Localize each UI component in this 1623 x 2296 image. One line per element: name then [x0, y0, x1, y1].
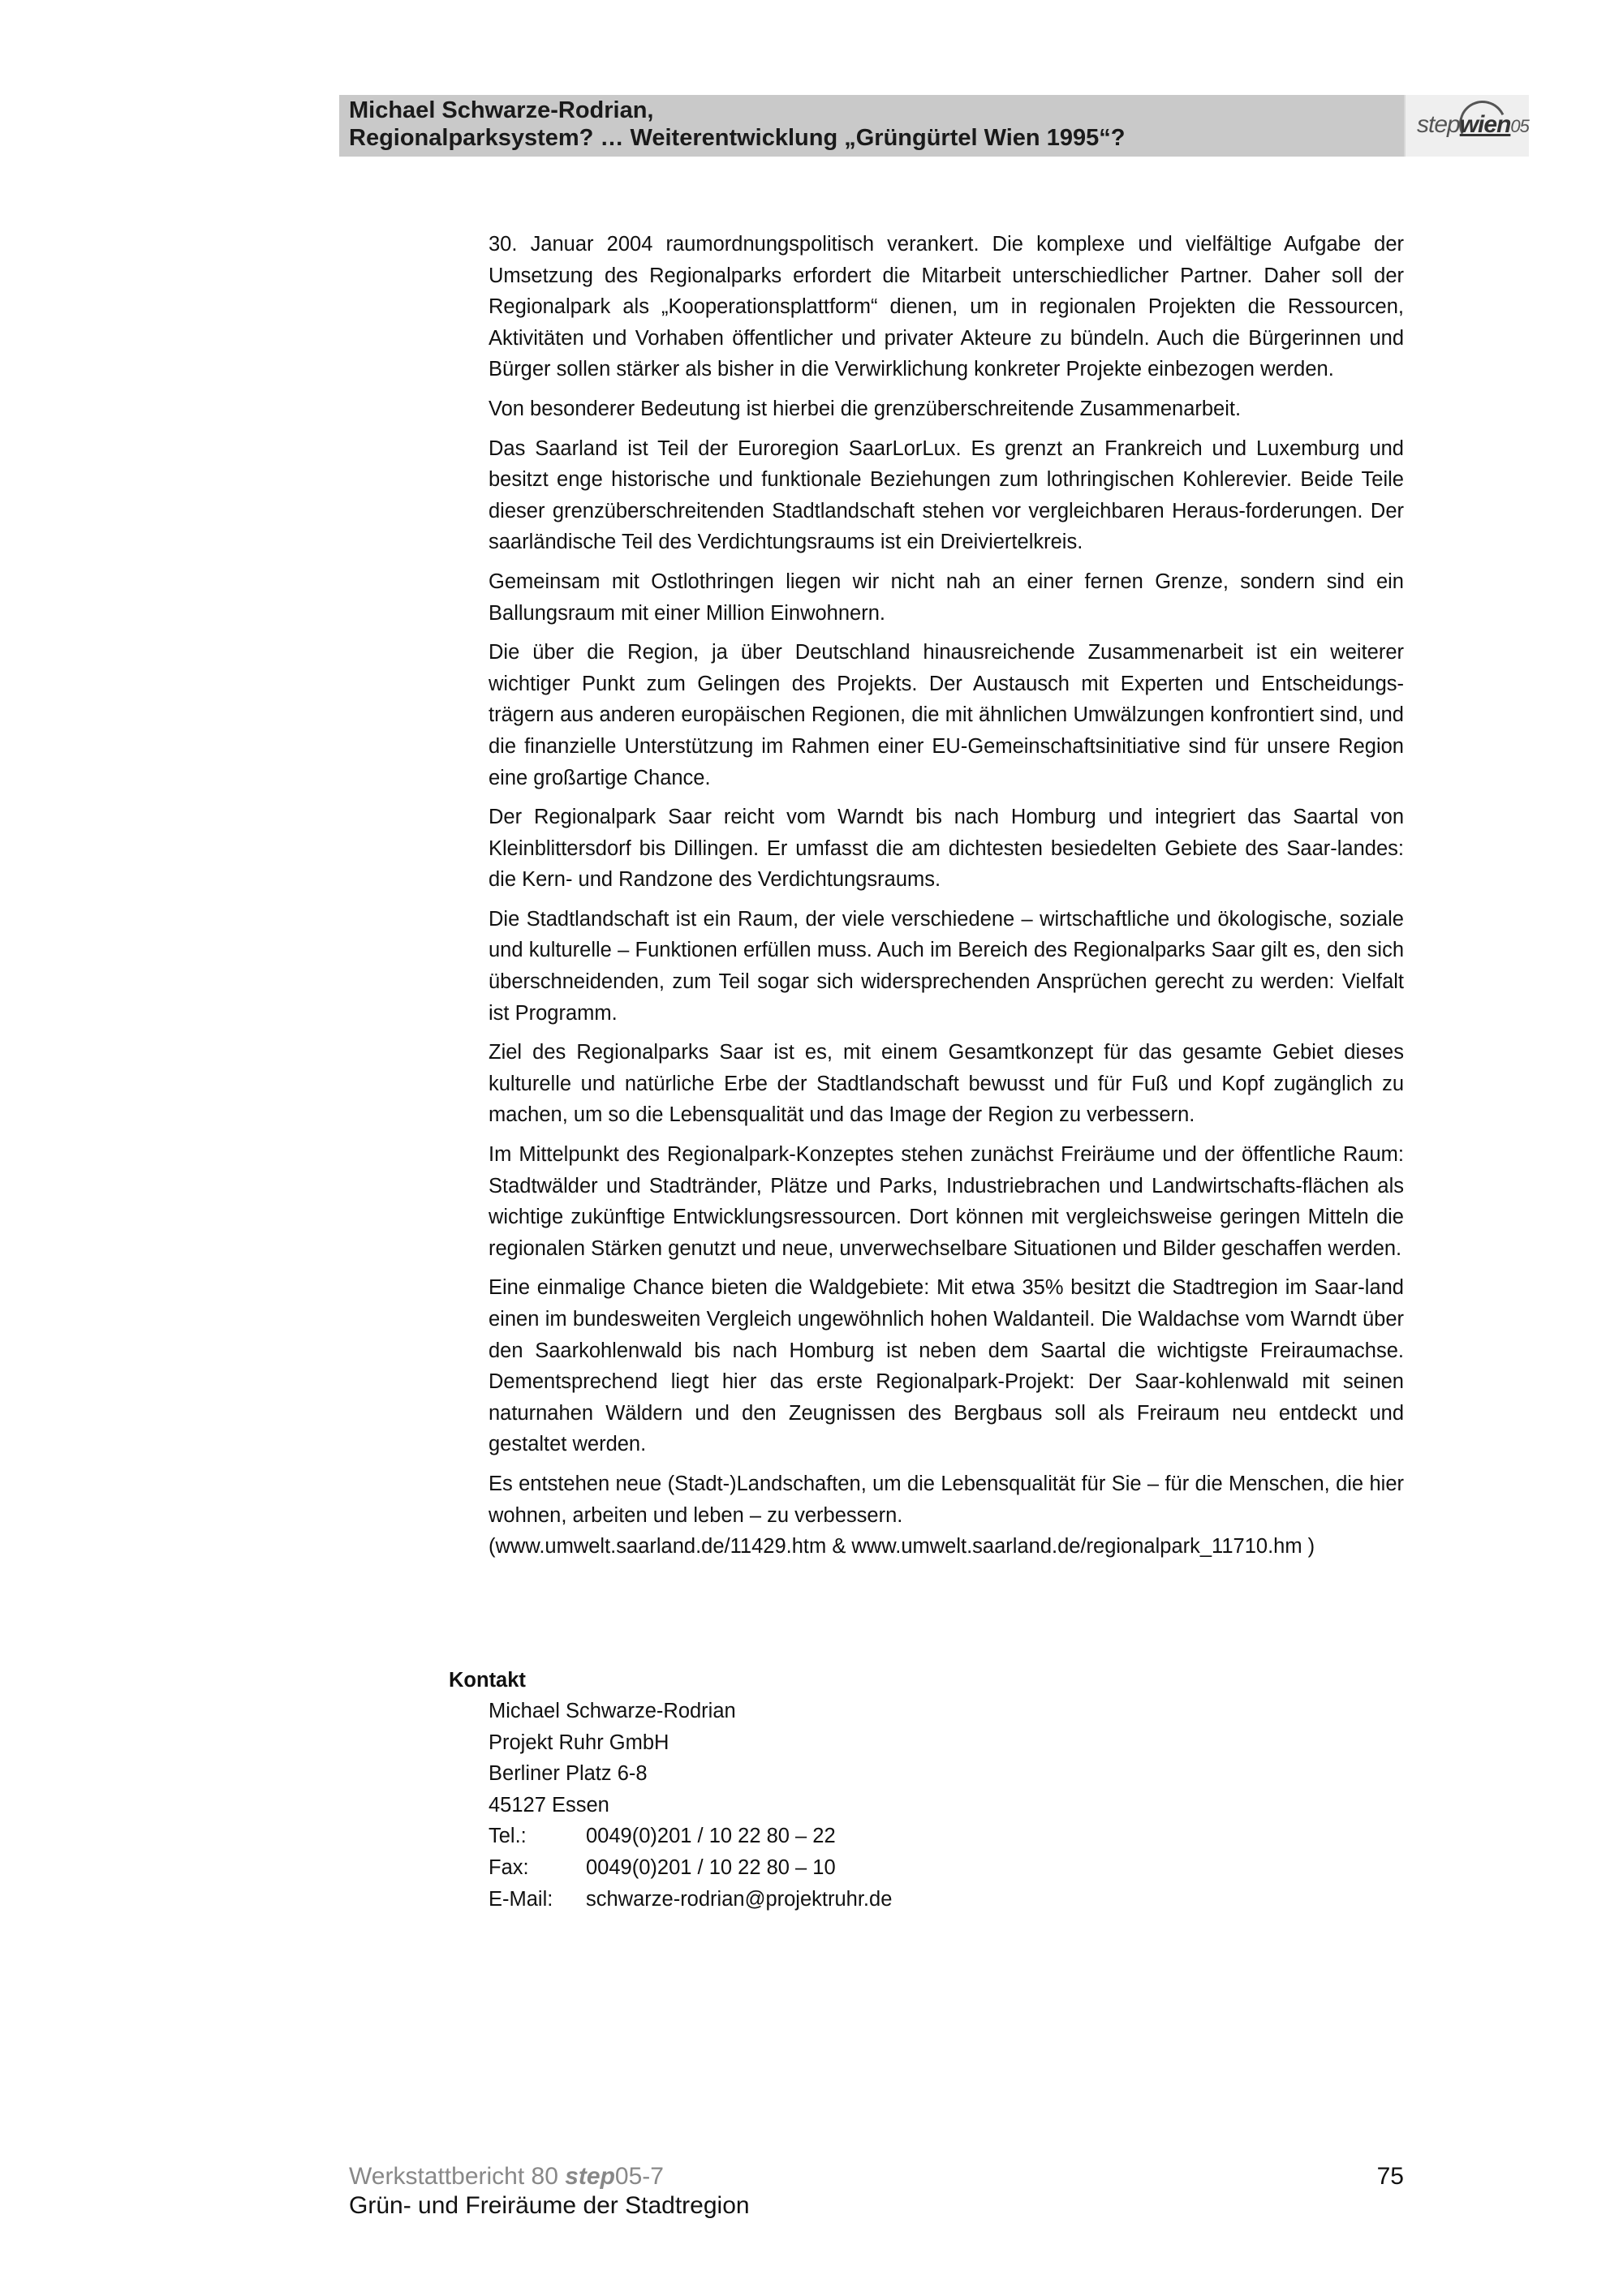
paragraph: Die über die Region, ja über Deutschland hinausreichende Zusammenarbeit ist ein weiterer wichtiger Punkt zum Gelingen des Projekts. Der Austausch mit Experten und Entscheidungs-trägern aus anderen europäischen Regionen, die mit ähnlichen Umwälzungen konfrontiert sind, und die finanzielle Unterstützung im Rahmen einer EU-Gemeinschaftsinitiative sind für unsere Region eine großartige Chance.	[489, 641, 1404, 789]
paragraph: Die Stadtlandschaft ist ein Raum, der viele verschiedene – wirtschaftliche und ökologische, soziale und kulturelle – Funktionen erfüllen muss. Auch im Bereich des Regionalparks Saar gilt es, den sich überschneidenden, zum Teil sogar sich widersprechenden Ansprüchen gerecht zu werden: Vielfalt ist Programm.	[489, 907, 1404, 1025]
contact-street: Berliner Platz 6-8	[489, 1762, 648, 1786]
paragraph: Der Regionalpark Saar reicht vom Warndt bis nach Homburg und integriert das Saartal von Kleinblittersdorf bis Dillingen. Er umfasst die am dichtesten besiedelten Gebiete des Saar-landes: die Kern- und Randzone des Verdichtungsraums.	[489, 806, 1404, 892]
paragraph: Eine einmalige Chance bieten die Waldgebiete: Mit etwa 35% besitzt die Stadtregion im Saar-land einen im bundesweiten Vergleich ungewöhnlich hohen Waldanteil. Die Waldachse vom Warndt über den Saarkohlenwald bis nach Homburg ist neben dem Saartal die wichtigste Freiraumachse. Dementsprechend liegt hier das erste Regionalpark-Projekt: Der Saar-kohlenwald mit seinen naturnahen Wäldern und den Zeugnissen des Bergbaus soll als Freiraum neu entdeckt und gestaltet werden.	[489, 1276, 1404, 1456]
contact-fax-row	[489, 1852, 892, 1884]
footer-report	[349, 2162, 664, 2191]
paragraph: Gemeinsam mit Ostlothringen liegen wir nicht nah an einer fernen Grenze, sondern sind ein Ballungsraum mit einer Million Einwohnern.	[489, 570, 1404, 625]
footer-report-prefix: Werkstattbericht 80	[349, 2163, 566, 2190]
logo-wien: wien	[1459, 111, 1511, 138]
paragraph: Das Saarland ist Teil der Euroregion SaarLorLux. Es grenzt an Frankreich und Luxemburg und besitzt enge historische und funktionale Beziehungen zum lothringischen Kohlerevier. Beide Teile dieser grenzüberschreitenden Stadtlandschaft stehen vor vergleichbaren Heraus-forderungen. Der saarländische Teil des Verdichtungsraums ist ein Dreiviertelkreis.	[489, 436, 1404, 554]
header-title: Regionalparksystem? … Weiterentwicklung „Grüngürtel Wien 1995“?	[349, 125, 1126, 151]
email-value: schwarze-rodrian@projektruhr.de	[586, 1887, 893, 1911]
body-text	[489, 229, 1404, 1571]
paragraph: Es entstehen neue (Stadt-)Landschaften, um die Lebensqualität für Sie – für die Menschen, die hier wohnen, arbeiten und leben – zu verbessern.	[489, 1472, 1404, 1527]
contact-title: Kontakt	[449, 1669, 526, 1692]
step-wien-logo	[1417, 107, 1529, 143]
email-label: E-Mail:	[489, 1887, 553, 1911]
contact-name: Michael Schwarze-Rodrian	[489, 1700, 736, 1722]
tel-label: Tel.:	[489, 1825, 527, 1848]
contact-company: Projekt Ruhr GmbH	[489, 1731, 669, 1754]
paragraph: Von besonderer Bedeutung ist hierbei die grenzüberschreitende Zusammenarbeit.	[489, 397, 1242, 420]
footer-subtitle: Grün- und Freiräume der Stadtregion	[349, 2192, 750, 2219]
header-author: Michael Schwarze-Rodrian,	[349, 97, 654, 123]
fax-label: Fax:	[489, 1855, 529, 1879]
contact-block	[489, 1696, 892, 1915]
footer-report-step: step	[565, 2163, 615, 2190]
page-number: 75	[1376, 2163, 1404, 2190]
paragraph: 30. Januar 2004 raumordnungspolitisch verankert. Die komplexe und vielfältige Aufgabe der Umsetzung des Regionalparks erfordert die Mitarbeit unterschiedlicher Partner. Daher soll der Regionalpark als „Kooperationsplattform“ dienen, um in regionalen Projekten die Ressourcen, Aktivitäten und Vorhaben öffentlicher und privater Akteure zu bündeln. Auch die Bürgerinnen und Bürger sollen stärker als bisher in die Verwirklichung konkreter Projekte einbezogen werden.	[489, 233, 1404, 381]
footer-report-suffix: 05-7	[614, 2163, 664, 2190]
logo-num: 05	[1510, 116, 1529, 136]
tel-value: 0049(0)201 / 10 22 80 – 22	[586, 1825, 836, 1848]
reference-links: (www.umwelt.saarland.de/11429.htm & www.umwelt.saarland.de/regionalpark_11710.hm )	[489, 1535, 1315, 1559]
paragraph: Ziel des Regionalparks Saar ist es, mit einem Gesamtkonzept für das gesamte Gebiet dieses kulturelle und natürliche Erbe der Stadtlandschaft bewusst und für Fuß und Kopf zugänglich zu machen, um so die Lebensqualität und das Image der Region zu verbessern.	[489, 1041, 1404, 1127]
contact-tel-row	[489, 1821, 892, 1852]
contact-email-row	[489, 1884, 892, 1915]
logo-step: step	[1417, 111, 1460, 138]
contact-city: 45127 Essen	[489, 1793, 609, 1817]
paragraph: Im Mittelpunkt des Regionalpark-Konzeptes stehen zunächst Freiräume und der öffentliche Raum: Stadtwälder und Stadtränder, Plätze und Parks, Industriebrachen und Landwirtschafts-flächen als wichtige zukünftige Entwicklungsressourcen. Dort können mit vergleichsweise geringen Mitteln die regionalen Stärken genutzt und neue, unverwechselbare Situationen und Bilder geschaffen werden.	[489, 1143, 1404, 1260]
fax-value: 0049(0)201 / 10 22 80 – 10	[586, 1855, 836, 1879]
